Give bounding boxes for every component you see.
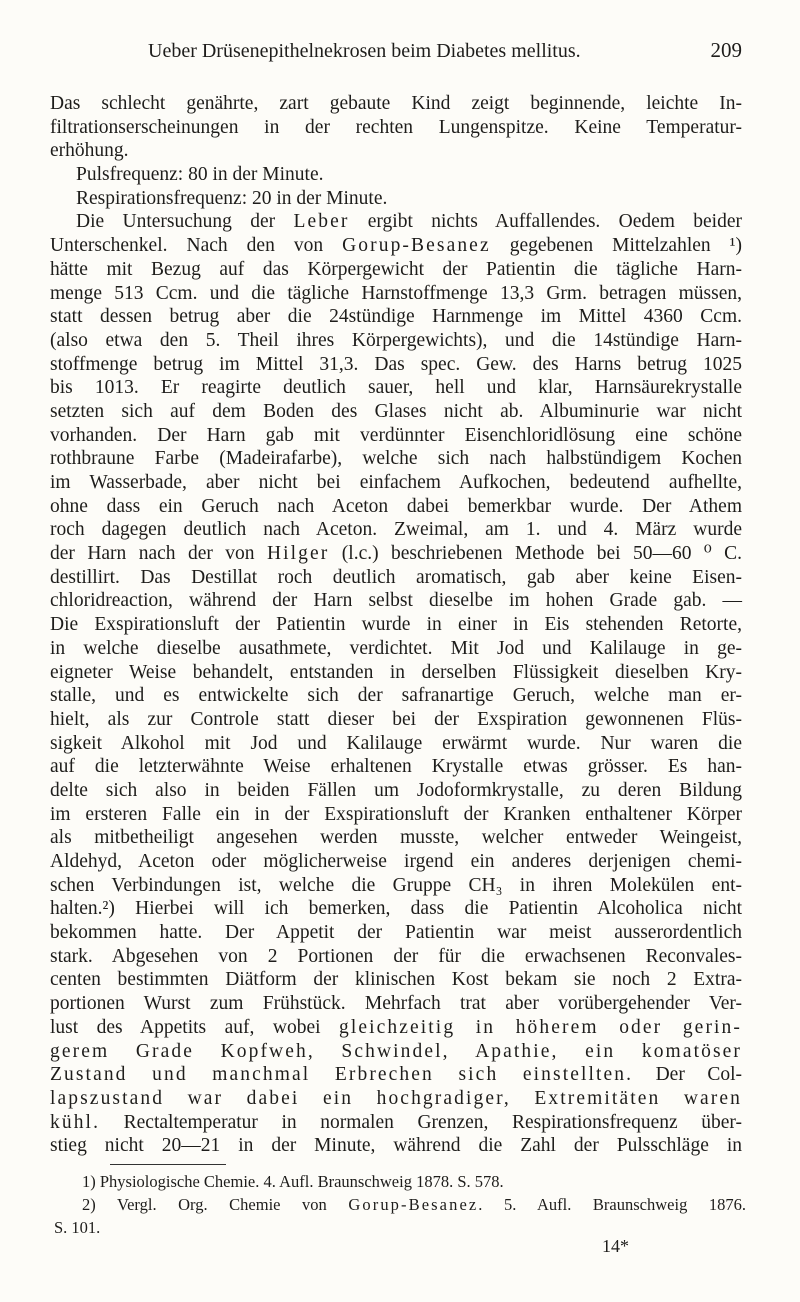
text-line — [50, 826, 742, 850]
text-line — [50, 613, 742, 637]
text-line — [50, 945, 742, 969]
text-segment: auf die letzterwähnte Weise erhaltenen Krystalle etwas grösser. Es han- — [50, 756, 742, 778]
text-segment: statt dessen betrug aber die 24stündige Harnmenge im Mittel 4360 Ccm. — [50, 306, 742, 328]
text-segment: menge 513 Ccm. und die tägliche Harnstoffmenge 13,3 Grm. betragen müssen, — [50, 282, 742, 304]
text-line — [50, 258, 742, 282]
text-segment: schen Verbindungen ist, welche die Gruppe CH₃ in ihren Molekülen ent- — [50, 874, 742, 896]
text-segment: lust des Appetits auf, wobei — [50, 1016, 340, 1038]
text-line — [50, 210, 742, 234]
body-text — [50, 92, 742, 1158]
text-line — [50, 684, 742, 708]
text-line — [50, 234, 742, 258]
text-line — [50, 305, 742, 329]
signature-mark: 14* — [602, 1236, 629, 1256]
text-segment: setzten sich auf dem Boden des Glases nicht ab. Albuminurie war nicht — [50, 400, 742, 422]
text-segment: (l.c.) beschriebenen Methode bei 50—60 ⁰ C. — [329, 543, 742, 565]
footnote-2-continuation: S. 101. — [54, 1218, 101, 1237]
spaced-emphasis: lapszustand war dabei ein hochgradiger, Extremitäten waren — [50, 1087, 742, 1109]
text-line — [50, 187, 742, 211]
text-line — [50, 874, 742, 898]
text-segment: halten.²) Hierbei will ich bemerken, dass die Patientin Alcoholica nicht — [50, 898, 742, 920]
text-segment: Aldehyd, Aceton oder möglicherweise irgend ein anderes derjenigen chemi- — [50, 851, 742, 872]
text-line — [50, 992, 742, 1016]
text-segment: stieg nicht 20—21 in der Minute, während die Zahl der Pulsschläge in — [50, 1135, 742, 1157]
text-line — [50, 637, 742, 661]
footnotes — [54, 1170, 746, 1239]
text-segment: stalle, und es entwickelte sich der safranartige Geruch, welche man er- — [50, 685, 742, 707]
text-segment: (also etwa den 5. Theil ihres Körpergewichts), und die 14stündige Harn- — [50, 329, 742, 351]
text-segment: portionen Wurst zum Frühstück. Mehrfach trat aber vorübergehender Ver- — [50, 993, 742, 1015]
text-line — [50, 1040, 742, 1064]
text-segment: Der Col- — [633, 1064, 742, 1086]
running-head: Ueber Drüsenepithelnekrosen beim Diabetes mellitus. — [148, 40, 581, 62]
text-segment: im Wasserbade, aber nicht bei einfachem Aufkochen, bedeutend aufhellte, — [50, 472, 742, 493]
text-segment: roch dagegen deutlich nach Aceton. Zweimal, am 1. und 4. März wurde — [50, 519, 742, 541]
footnote-1: 1) Physiologische Chemie. 4. Aufl. Braunschweig 1878. S. 578. — [82, 1172, 504, 1191]
text-line — [50, 755, 742, 779]
text-segment: der Harn nach der von — [50, 543, 267, 565]
text-line — [50, 116, 742, 140]
spaced-emphasis: Hilger — [266, 543, 330, 565]
text-line — [50, 1016, 742, 1040]
text-segment: stark. Abgesehen von 2 Portionen der für die erwachsenen Reconvales- — [50, 945, 742, 967]
text-line — [50, 1063, 742, 1087]
text-segment: Unterschenkel. Nach den von — [50, 235, 343, 257]
text-segment: Rectaltemperatur in normalen Grenzen, Respirationsfrequenz über- — [100, 1111, 742, 1133]
text-segment: Die Untersuchung der — [76, 211, 294, 233]
text-segment: Die Exspirationsluft der Patientin wurde in einer in Eis stehenden Retorte, — [50, 614, 742, 636]
text-segment: bis 1013. Er reagirte deutlich sauer, hell und klar, Harnsäurekrystalle — [50, 377, 742, 399]
page-number: 209 — [710, 38, 742, 62]
text-line — [50, 424, 742, 448]
text-line — [50, 400, 742, 424]
text-segment: hielt, als zur Controle statt dieser bei der Exspiration gewonnenen Flüs- — [50, 708, 742, 730]
text-line — [50, 1134, 742, 1158]
text-line — [50, 163, 742, 187]
spaced-emphasis: gleichzeitig in höherem oder gerin- — [339, 1016, 742, 1038]
footnote-2-prefix: 2) Vergl. Org. Chemie von — [82, 1195, 349, 1214]
text-line — [50, 897, 742, 921]
text-line — [50, 542, 742, 566]
text-line — [50, 495, 742, 519]
text-segment: im ersteren Falle ein in der Exspirationsluft der Kranken enthaltener Körper — [50, 803, 742, 825]
footnote-2-suffix: . 5. Aufl. Braunschweig 1876. — [478, 1195, 746, 1214]
text-segment: ergibt nichts Auffallendes. Oedem beider — [349, 211, 742, 233]
text-line — [50, 708, 742, 732]
footnote-rule — [110, 1164, 226, 1165]
text-segment: in welche dieselbe ausathmete, verdichtet. Mit Jod und Kalilauge in ge- — [50, 637, 742, 659]
text-segment: als mitbetheiligt angesehen werden musste, welcher entweder Weingeist, — [50, 827, 742, 849]
text-line — [50, 661, 742, 685]
text-line — [50, 518, 742, 542]
text-line — [50, 566, 742, 590]
text-segment: Pulsfrequenz: 80 in der Minute. — [76, 164, 324, 186]
text-segment: filtrationserscheinungen in der rechten Lungenspitze. Keine Temperatur- — [50, 116, 742, 138]
spaced-emphasis: Leber — [293, 211, 350, 233]
text-segment: gegebenen Mittelzahlen ¹) — [490, 235, 743, 257]
footnote-2-author: Gorup-Besanez — [348, 1195, 479, 1214]
text-line — [50, 139, 742, 163]
text-segment: chloridreaction, während der Harn selbst dieselbe im hohen Grade gab. — — [50, 590, 742, 612]
text-segment: erhöhung. — [50, 140, 129, 162]
text-line — [50, 589, 742, 613]
text-line — [50, 1111, 742, 1135]
text-line — [50, 1087, 742, 1111]
text-line — [50, 779, 742, 803]
text-segment: eigneter Weise behandelt, entstanden in derselben Flüssigkeit dieselben Kry- — [50, 661, 742, 683]
text-segment: Respirationsfrequenz: 20 in der Minute. — [76, 187, 388, 209]
spaced-emphasis: Zustand und manchmal Erbrechen sich einstellten. — [50, 1064, 634, 1086]
spaced-emphasis: gerem Grade Kopfweh, Schwindel, Apathie, ein komatöser — [50, 1040, 742, 1062]
text-segment: centen bestimmten Diätform der klinischen Kost bekam sie noch 2 Extra- — [50, 969, 742, 991]
footnote-2 — [54, 1193, 746, 1216]
text-line — [50, 447, 742, 471]
text-line — [50, 92, 742, 116]
text-segment: stoffmenge betrug im Mittel 31,3. Das spec. Gew. des Harns betrug 1025 — [50, 353, 742, 375]
text-segment: bekommen hatte. Der Appetit der Patientin war meist ausserordentlich — [50, 922, 742, 944]
text-line — [50, 353, 742, 377]
text-segment: sigkeit Alkohol mit Jod und Kalilauge erwärmt wurde. Nur waren die — [50, 732, 742, 754]
spaced-emphasis: kühl. — [50, 1111, 101, 1133]
spaced-emphasis: Gorup-Besanez — [342, 235, 491, 257]
text-line — [50, 329, 742, 353]
text-line — [50, 732, 742, 756]
text-segment: vorhanden. Der Harn gab mit verdünnter Eisenchloridlösung eine schöne — [50, 424, 742, 446]
text-line — [50, 376, 742, 400]
page-header — [56, 38, 742, 68]
text-segment: hätte mit Bezug auf das Körpergewicht der Patientin die tägliche Harn- — [50, 258, 742, 280]
text-segment: delte sich also in beiden Fällen um Jodoformkrystalle, zu deren Bildung — [50, 779, 742, 801]
text-segment: Das schlecht genährte, zart gebaute Kind zeigt beginnende, leichte In- — [50, 93, 742, 114]
text-segment: ohne dass ein Geruch nach Aceton dabei bemerkbar wurde. Der Athem — [50, 495, 742, 517]
text-line — [50, 921, 742, 945]
text-segment: destillirt. Das Destillat roch deutlich aromatisch, gab aber keine Eisen- — [50, 566, 742, 588]
text-line — [50, 803, 742, 827]
text-line — [50, 282, 742, 306]
text-line — [50, 850, 742, 874]
text-line — [50, 968, 742, 992]
text-segment: rothbraune Farbe (Madeirafarbe), welche sich nach halbstündigem Kochen — [50, 448, 742, 470]
text-line — [50, 471, 742, 495]
